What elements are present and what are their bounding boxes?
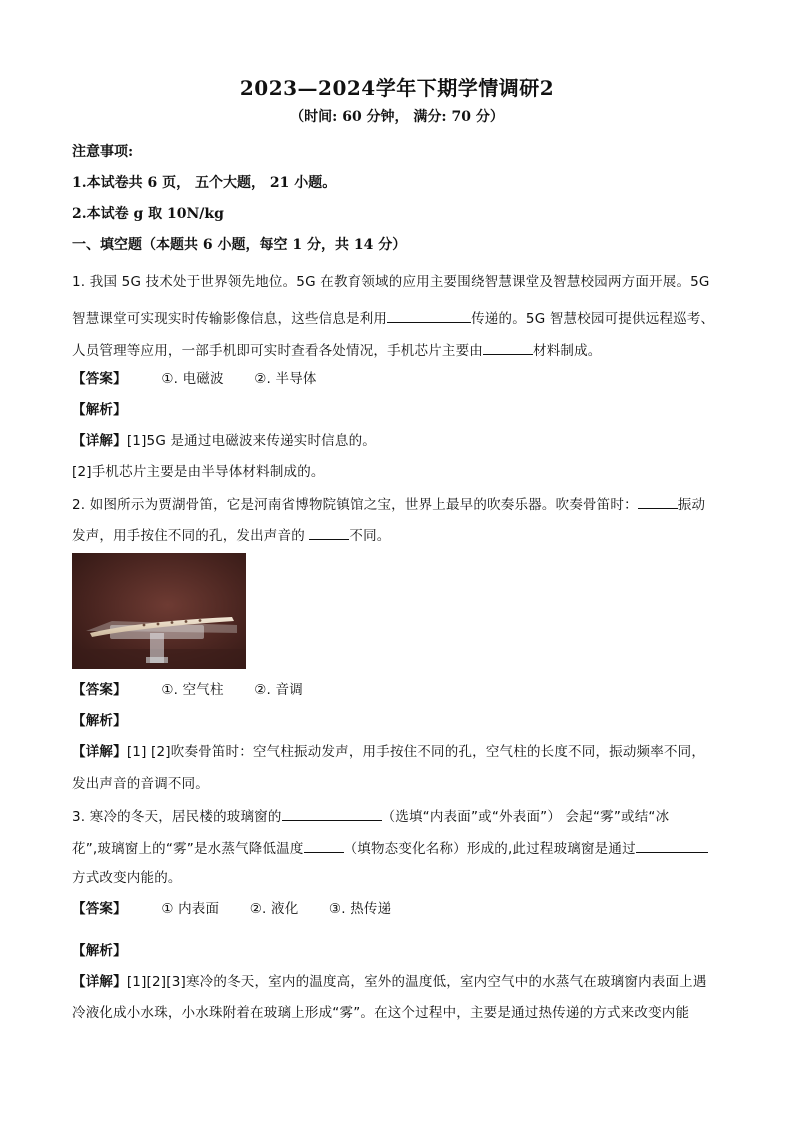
q3-line-2-text-b: （填物态变化名称）形成的,此过程玻璃窗是通过	[343, 841, 636, 857]
q1-line-1: 1. 我国 5G 技术处于世界领先地位。5G 在教育领域的应用主要围绕智慧课堂及智慧校园两方面开展。5G	[72, 274, 710, 290]
q1-line-3-text-a: 人员管理等应用，一部手机即可实时查看各处情况，手机芯片主要由	[72, 343, 483, 359]
q3-answer-3: ③. 热传递	[328, 901, 392, 917]
q2-answer-1: ①. 空气柱	[161, 682, 224, 698]
q3-line-3: 方式改变内能的。	[72, 870, 182, 886]
q3-blank-1	[282, 806, 382, 821]
q1-line-2-text-b: 传递的。5G 智慧校园可提供远程巡考、	[471, 311, 715, 327]
q3-answer-1: ① 内表面	[161, 901, 220, 917]
q3-answer-row	[72, 900, 391, 918]
q2-detail-1	[72, 743, 705, 761]
q2-line-1-text-a: 2. 如图所示为贾湖骨笛，它是河南省博物院镇馆之宝，世界上最早的吹奏乐器。吹奏骨笛时：	[72, 497, 638, 513]
q2-line-2	[72, 525, 391, 545]
q2-answer-row	[72, 681, 303, 699]
answer-label: 【答案】	[72, 901, 127, 917]
detail-label: 【详解】	[72, 974, 127, 990]
page-subtitle: （时间: 60 分钟， 满分: 70 分）	[290, 109, 504, 125]
q2-blank-2	[309, 525, 349, 540]
q3-line-2-text-a: 花”,玻璃窗上的“雾”是水蒸气降低温度	[72, 841, 304, 857]
q3-line-1	[72, 806, 669, 826]
q1-detail-2: [2]手机芯片主要是由半导体材料制成的。	[72, 464, 325, 480]
notes-item-2: 2.本试卷 g 取 10N/kg	[72, 206, 224, 222]
q1-answer-row	[72, 370, 317, 388]
answer-label: 【答案】	[72, 371, 127, 387]
bone-flute-photo	[72, 553, 246, 669]
q2-line-2-text-a: 发声，用手按住不同的孔，发出声音的	[72, 528, 310, 544]
q3-detail-1	[72, 973, 707, 991]
q2-analysis-label: 【解析】	[72, 713, 127, 729]
section-heading: 一、填空题（本题共 6 小题，每空 1 分，共 14 分）	[72, 237, 407, 253]
q1-line-2	[72, 308, 714, 328]
detail-label: 【详解】	[72, 744, 127, 760]
q2-line-2-text-b: 不同。	[349, 528, 391, 544]
q3-line-2	[72, 838, 708, 858]
q1-analysis-label: 【解析】	[72, 402, 127, 418]
q2-line-1	[72, 494, 705, 514]
q1-answer-2: ②. 半导体	[254, 371, 317, 387]
q2-detail-1-text: [1] [2]吹奏骨笛时：空气柱振动发声，用手按住不同的孔，空气柱的长度不同，振动频率不同，	[126, 744, 706, 760]
page-title: 2023—2024学年下期学情调研2	[239, 76, 555, 100]
q3-blank-2	[304, 838, 344, 853]
notes-heading: 注意事项:	[72, 144, 134, 160]
q3-detail-1-text: [1][2][3]寒冷的冬天，室内的温度高，室外的温度低，室内空气中的水蒸气在玻璃窗内表面上遇	[126, 974, 707, 990]
notes-item-1: 1.本试卷共 6 页， 五个大题， 21 小题。	[72, 175, 337, 191]
q1-blank-1	[387, 308, 471, 323]
detail-label: 【详解】	[72, 433, 127, 449]
q1-line-2-text-a: 智慧课堂可实现实时传输影像信息，这些信息是利用	[72, 311, 388, 327]
q1-blank-2	[483, 340, 533, 355]
q1-answer-1: ①. 电磁波	[161, 371, 224, 387]
bone-flute-illustration	[72, 553, 246, 669]
q2-answer-2: ②. 音调	[254, 682, 303, 698]
q2-line-1-text-b: 振动	[677, 497, 706, 513]
q3-analysis-label: 【解析】	[72, 943, 127, 959]
q1-line-3-text-b: 材料制成。	[533, 343, 602, 359]
q3-line-1-text-a: 3. 寒冷的冬天，居民楼的玻璃窗的	[72, 809, 282, 825]
q3-detail-2: 冷液化成小水珠，小水珠附着在玻璃上形成“雾”。在这个过程中，主要是通过热传递的方式来改变内能	[72, 1005, 690, 1021]
q2-detail-2: 发出声音的音调不同。	[72, 776, 209, 792]
q2-blank-1	[638, 494, 678, 509]
q1-detail-1-text: [1]5G 是通过电磁波来传递实时信息的。	[126, 433, 376, 449]
q1-line-3	[72, 340, 602, 360]
q3-answer-2: ②. 液化	[249, 901, 299, 917]
q1-detail-1	[72, 432, 376, 450]
q3-line-1-text-b: （选填“内表面”或“外表面”） 会起“雾”或结“冰	[381, 809, 670, 825]
answer-label: 【答案】	[72, 682, 127, 698]
q3-blank-3	[636, 838, 708, 853]
